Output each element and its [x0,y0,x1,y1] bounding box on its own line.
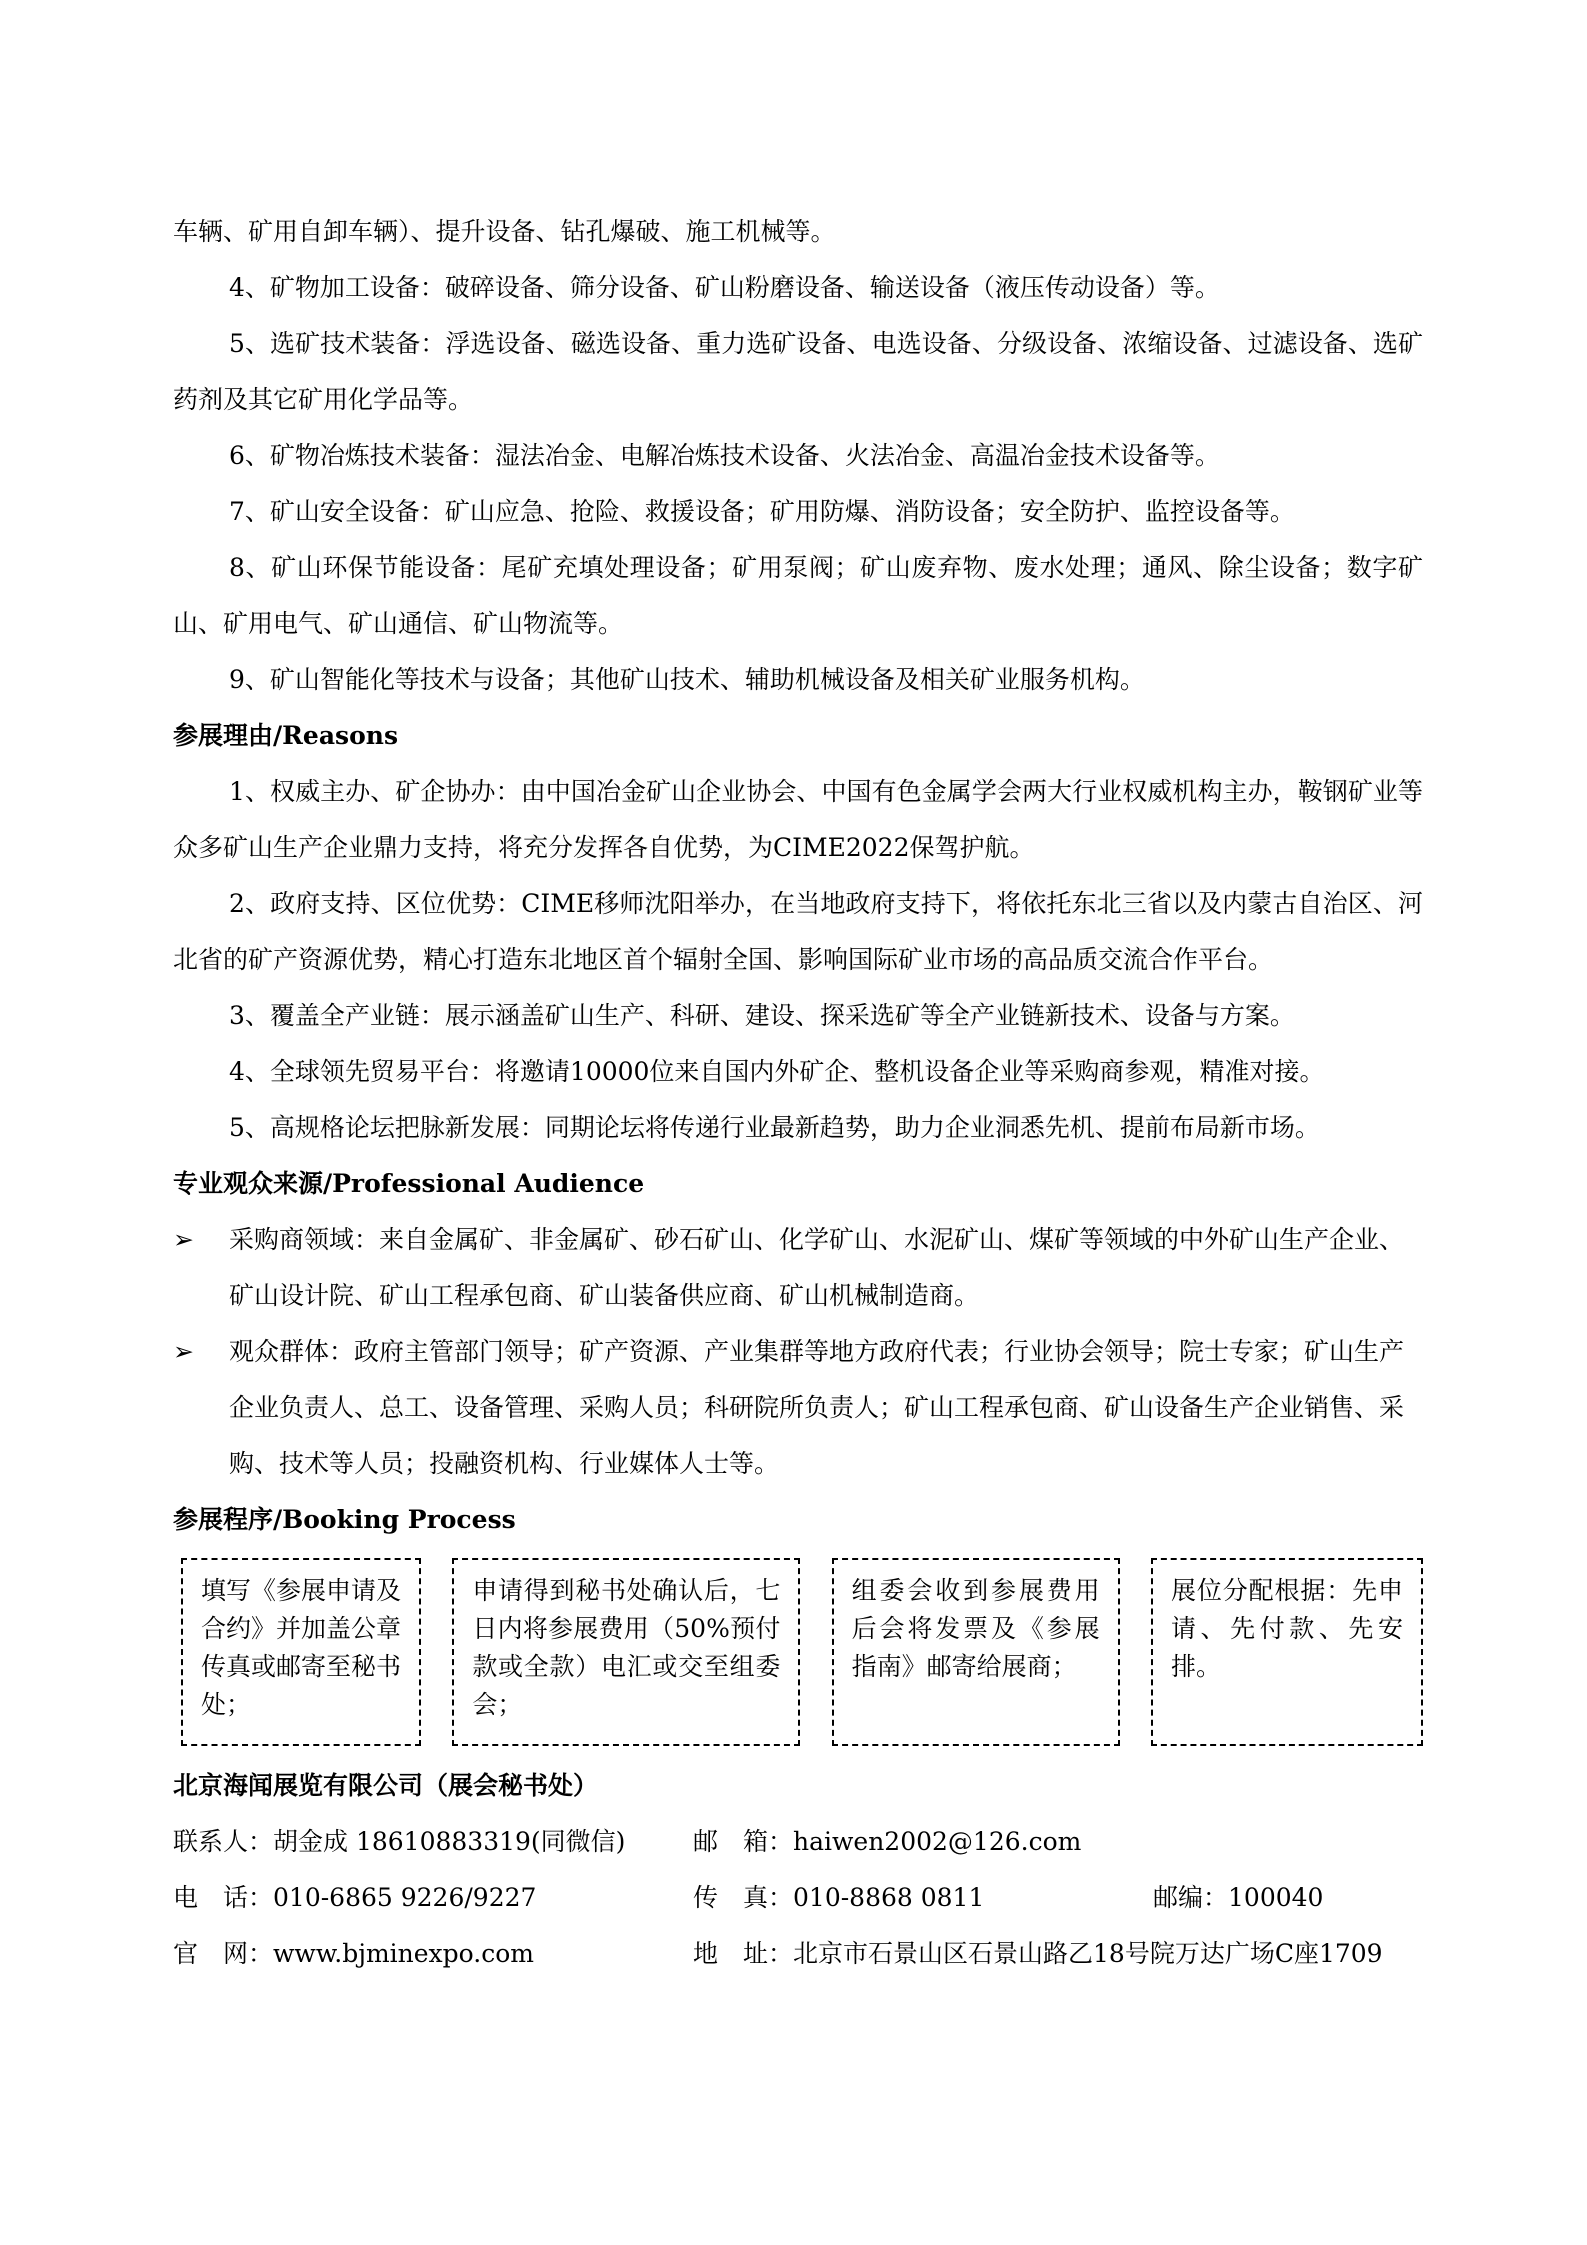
audience-text: 采购商领域：来自金属矿、非金属矿、砂石矿山、化学矿山、水泥矿山、煤矿等领域的中外矿山生产企业、矿山设计院、矿山工程承包商、矿山装备供应商、矿山机械制造商。 [229,1225,1405,1310]
contact-address [693,1926,1423,1982]
contact-row [173,1870,1423,1926]
person-value: 胡金成 18610883319(同微信) [273,1827,626,1856]
zip-label: 邮编： [1153,1883,1229,1912]
web-label: 官 网： [173,1939,274,1968]
booking-heading: 参展程序/Booking Process [173,1505,516,1534]
exhibit-item: 7、矿山安全设备：矿山应急、抢险、救援设备；矿用防爆、消防设备；安全防护、监控设备等。 [229,497,1295,526]
contact-row [173,1926,1423,1982]
contact-fax [693,1870,1153,1926]
audience-text: 观众群体：政府主管部门领导；矿产资源、产业集群等地方政府代表；行业协会领导；院士专家；矿山生产企业负责人、总工、设备管理、采购人员；科研院所负责人；矿山工程承包商、矿山设备生产企业销售、采购、技术等人员；投融资机构、行业媒体人士等。 [229,1337,1405,1478]
email-label: 邮 箱： [693,1827,794,1856]
contact-phone [173,1870,693,1926]
exhibit-item: 9、矿山智能化等技术与设备；其他矿山技术、辅助机械设备及相关矿业服务机构。 [229,665,1145,694]
document-body [173,204,1423,1982]
booking-steps [181,1558,1423,1746]
exhibit-item: 4、矿物加工设备：破碎设备、筛分设备、矿山粉磨设备、输送设备（液压传动设备）等。 [229,273,1220,302]
reason-item: 5、高规格论坛把脉新发展：同期论坛将传递行业最新趋势，助力企业洞悉先机、提前布局新市场。 [229,1113,1320,1142]
fax-label: 传 真： [693,1883,794,1912]
booking-step-box: 组委会收到参展费用后会将发票及《参展指南》邮寄给展商； [832,1558,1120,1746]
contact-row [173,1814,1423,1870]
reasons-heading: 参展理由/Reasons [173,721,399,750]
audience-item [173,1324,1423,1492]
booking-step-box: 展位分配根据：先申请、先付款、先安排。 [1151,1558,1423,1746]
audience-heading: 专业观众来源/Professional Audience [173,1169,645,1198]
reason-item: 4、全球领先贸易平台：将邀请10000位来自国内外矿企、整机设备企业等采购商参观，精准对接。 [229,1057,1325,1086]
web-value: www.bjminexpo.com [273,1939,534,1968]
audience-item [173,1212,1423,1324]
email-value: haiwen2002@126.com [793,1827,1082,1856]
booking-step-box: 填写《参展申请及合约》并加盖公章传真或邮寄至秘书处； [181,1558,421,1746]
fax-value: 010-8868 0811 [793,1883,985,1912]
booking-step-box: 申请得到秘书处确认后，七日内将参展费用（50%预付款或全款）电汇或交至组委会； [452,1558,800,1746]
arrow-bullet-icon: ➢ [173,1337,194,1366]
contact-email [693,1814,1423,1870]
contact-zip [1153,1870,1423,1926]
exhibit-item: 5、选矿技术装备：浮选设备、磁选设备、重力选矿设备、电选设备、分级设备、浓缩设备、过滤设备、选矿药剂及其它矿用化学品等。 [173,329,1423,414]
exhibit-item: 车辆、矿用自卸车辆）、提升设备、钻孔爆破、施工机械等。 [173,217,836,246]
reason-item: 3、覆盖全产业链：展示涵盖矿山生产、科研、建设、探采选矿等全产业链新技术、设备与方案。 [229,1001,1295,1030]
contact-web [173,1926,693,1982]
company-name: 北京海闻展览有限公司（展会秘书处） [173,1771,599,1800]
exhibit-item: 6、矿物冶炼技术装备：湿法冶金、电解冶炼技术设备、火法冶金、高温冶金技术设备等。 [229,441,1220,470]
address-label: 地 址： [693,1939,794,1968]
person-label: 联系人： [173,1827,274,1856]
reason-item: 2、政府支持、区位优势：CIME移师沈阳举办，在当地政府支持下，将依托东北三省以及内蒙古自治区、河北省的矿产资源优势，精心打造东北地区首个辐射全国、影响国际矿业市场的高品质交流合作平台。 [173,889,1423,974]
contact-person [173,1814,693,1870]
phone-value: 010-6865 9226/9227 [273,1883,537,1912]
address-value: 北京市石景山区石景山路乙18号院万达广场C座1709 [793,1939,1383,1968]
arrow-bullet-icon: ➢ [173,1225,194,1254]
reason-item: 1、权威主办、矿企协办：由中国冶金矿山企业协会、中国有色金属学会两大行业权威机构主办，鞍钢矿业等众多矿山生产企业鼎力支持，将充分发挥各自优势，为CIME2022保驾护航。 [173,777,1423,862]
phone-label: 电 话： [173,1883,274,1912]
zip-value: 100040 [1228,1883,1324,1912]
exhibit-item: 8、矿山环保节能设备：尾矿充填处理设备；矿用泵阀；矿山废弃物、废水处理；通风、除尘设备；数字矿山、矿用电气、矿山通信、矿山物流等。 [173,553,1423,638]
